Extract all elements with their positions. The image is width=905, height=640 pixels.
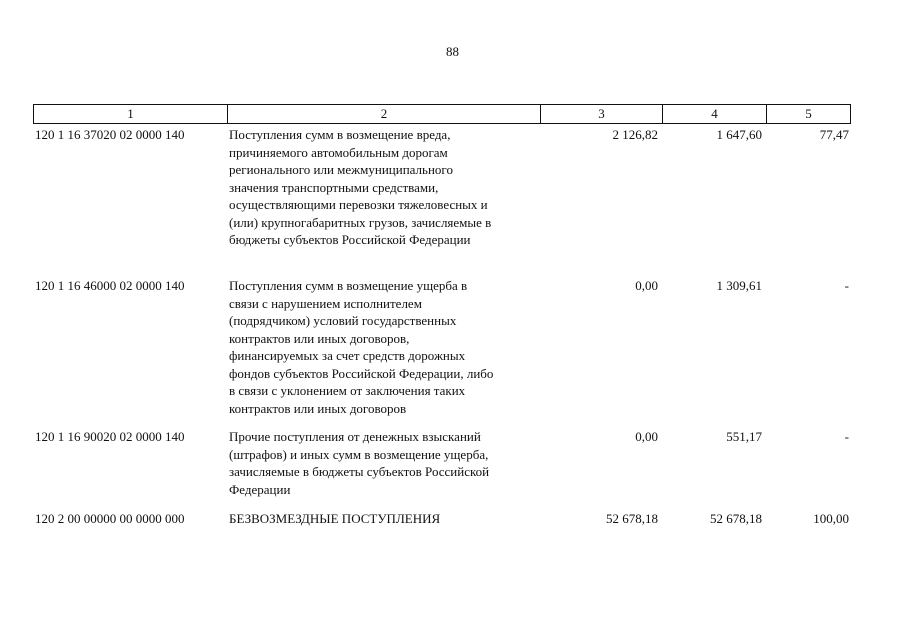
revenue-name-line: фондов субъектов Российской Федерации, либо (229, 365, 494, 381)
revenue-name-line: регионального или межмуниципального (229, 162, 453, 177)
revenue-name-line: зачисляемые в бюджеты субъектов Российской (229, 464, 490, 479)
revenue-name-line: финансируемых за счет средств дорожных (229, 348, 466, 363)
revenue-name-line: (штрафов) и иных сумм в возмещение ущерба, (229, 446, 489, 462)
value-column-5: - (844, 429, 849, 444)
value-column-3: 52 678,18 (606, 511, 658, 526)
revenue-name (229, 277, 549, 417)
revenue-name (229, 126, 549, 249)
revenue-name-line: причиняемого автомобильным дорогам (229, 144, 448, 160)
revenue-name-line: связи с нарушением исполнителем (229, 295, 422, 311)
revenue-name-line: значения транспортными средствами, (229, 179, 439, 195)
revenue-name-line: осуществляющими перевозки тяжеловесных и (229, 197, 488, 212)
budget-code: 120 2 00 00000 00 0000 000 (35, 511, 185, 526)
revenue-name-line: контрактов или иных договоров (229, 400, 407, 416)
value-column-3: 0,00 (635, 429, 658, 444)
column-header-1: 1 (127, 106, 134, 121)
page-number: 88 (446, 44, 459, 59)
value-column-5: - (844, 278, 849, 293)
revenue-name-line: Поступления сумм в возмещение ущерба в (229, 278, 468, 293)
revenue-name-line: Федерации (229, 481, 291, 497)
table-header-row (33, 104, 851, 124)
budget-code: 120 1 16 46000 02 0000 140 (35, 278, 185, 293)
revenue-name (229, 428, 549, 498)
revenue-name-line: бюджеты субъектов Российской Федерации (229, 232, 471, 247)
column-header-3: 3 (540, 105, 662, 123)
revenue-name-line: в связи с уклонением от заключения таких (229, 383, 466, 398)
budget-code: 120 1 16 37020 02 0000 140 (35, 127, 185, 142)
revenue-name-line: Поступления сумм в возмещение вреда, (229, 127, 451, 142)
column-header-5: 5 (766, 105, 850, 123)
revenue-name-line: (или) крупногабаритных грузов, зачисляемые в (229, 214, 492, 230)
value-column-3: 2 126,82 (612, 127, 658, 142)
value-column-4: 1 309,61 (716, 278, 762, 293)
revenue-name-line: (подрядчиком) условий государственных (229, 313, 457, 328)
column-header-2: 2 (227, 105, 540, 123)
revenue-name-line: БЕЗВОЗМЕЗДНЫЕ ПОСТУПЛЕНИЯ (229, 511, 441, 526)
revenue-name (229, 510, 549, 528)
revenue-name-line: контрактов или иных договоров, (229, 330, 410, 346)
value-column-3: 0,00 (635, 278, 658, 293)
value-column-4: 1 647,60 (716, 127, 762, 142)
value-column-5: 77,47 (819, 127, 849, 142)
revenue-name-line: Прочие поступления от денежных взысканий (229, 429, 481, 444)
value-column-4: 52 678,18 (710, 511, 762, 526)
budget-code: 120 1 16 90020 02 0000 140 (35, 429, 185, 444)
value-column-4: 551,17 (726, 429, 762, 444)
value-column-5: 100,00 (813, 511, 849, 526)
column-header-4: 4 (662, 105, 766, 123)
